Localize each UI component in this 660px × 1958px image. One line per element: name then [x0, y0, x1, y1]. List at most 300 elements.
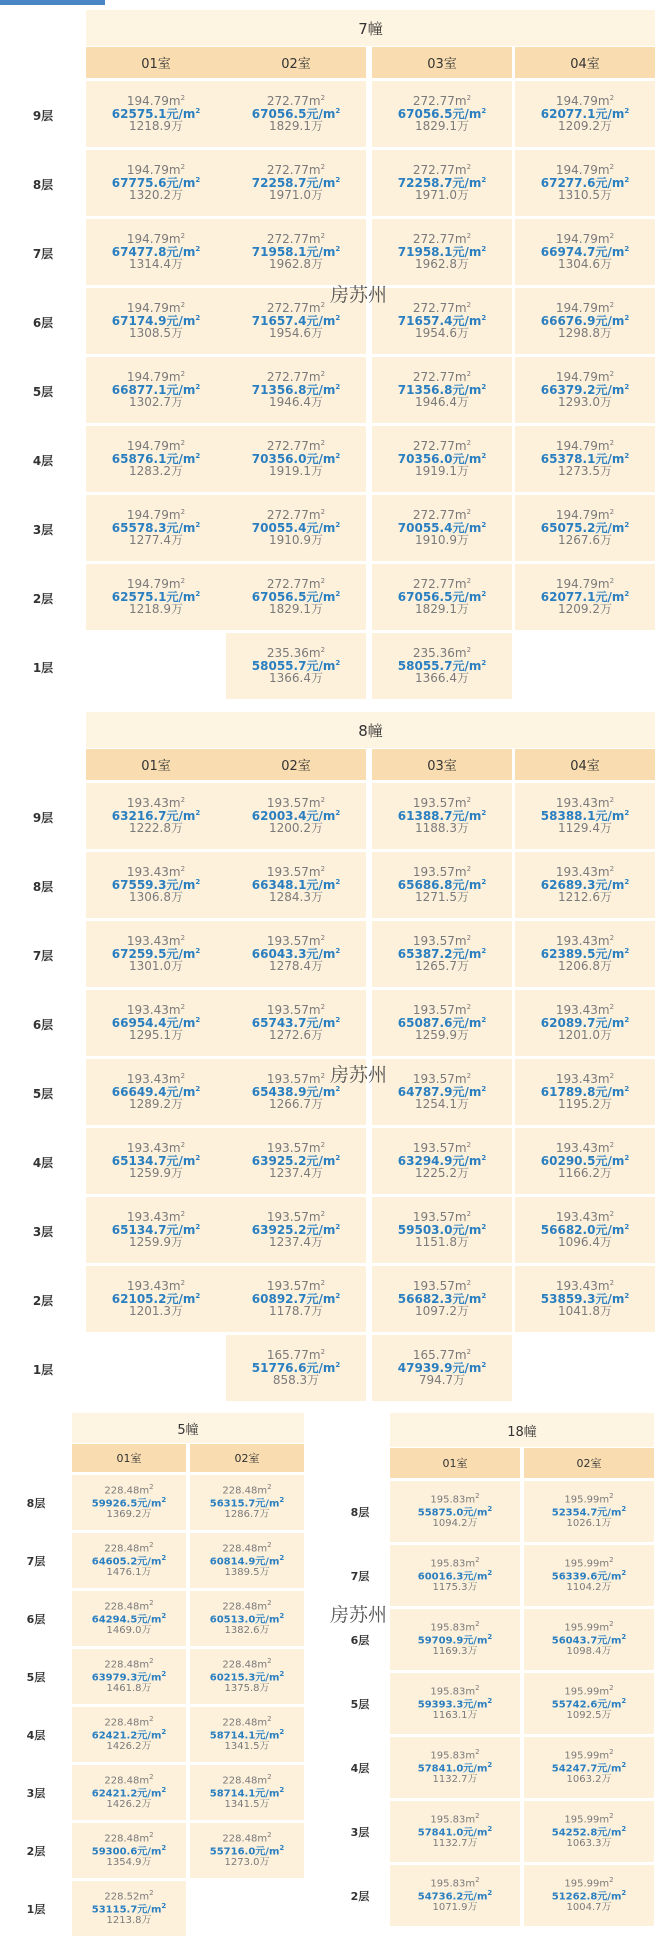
price-value: 62421.2: [91, 1730, 138, 1742]
unit-total: 1461.8万: [106, 1683, 152, 1695]
area-value: 165.77: [266, 1348, 309, 1363]
total-value: 1272.6: [268, 1028, 311, 1043]
area-value: 194.79: [555, 301, 598, 316]
room-header: 02室: [226, 749, 366, 780]
price-value: 54247.7: [551, 1763, 598, 1775]
unit-area: $194.79m^2$: [555, 232, 615, 247]
unit-area: $193.43m^2$: [126, 1072, 186, 1087]
unit-cell: [72, 1649, 186, 1704]
unit-total: 1829.1万: [268, 602, 323, 617]
area-value: 193.57: [266, 1141, 309, 1156]
price-value: 59393.3: [417, 1699, 464, 1711]
total-value: 1354.9: [106, 1857, 142, 1869]
unit-area: $195.83m^2$: [430, 1876, 480, 1890]
total-value: 1277.4: [128, 533, 171, 548]
unit-total: 1195.2万: [557, 1097, 612, 1112]
unit-area: $165.77m^2$: [412, 1348, 472, 1363]
unit-area: $193.57m^2$: [266, 1279, 326, 1294]
total-value: 1278.4: [268, 959, 311, 974]
area-value: 194.79: [126, 163, 169, 178]
total-value: 1320.2: [128, 188, 171, 203]
unit-cell: [72, 1765, 186, 1820]
unit-total: 1094.2万: [432, 1518, 478, 1530]
unit-total: 1218.9万: [128, 119, 183, 134]
area-value: 272.77: [412, 163, 455, 178]
total-value: 1222.8: [128, 821, 171, 836]
unit-area: $228.48m^2$: [222, 1715, 272, 1729]
unit-price: 60290.5元$/m^2$: [540, 1153, 630, 1168]
price-value: 66676.9: [540, 313, 596, 328]
unit-area: $272.77m^2$: [412, 439, 472, 454]
area-value: 194.79: [555, 508, 598, 523]
unit-total: 1259.9万: [414, 1028, 469, 1043]
price-value: 65387.2: [397, 946, 453, 961]
unit-total: 1201.3万: [128, 1304, 183, 1319]
unit-total: 1310.5万: [557, 188, 612, 203]
unit-price: 63979.3元$/m^2$: [91, 1670, 167, 1684]
price-value: 63925.2: [251, 1222, 307, 1237]
total-value: 1041.8: [557, 1304, 600, 1319]
area-value: 194.79: [555, 439, 598, 454]
area-value: 272.77: [266, 439, 309, 454]
total-value: 1237.4: [268, 1166, 311, 1181]
room-header: 02室: [226, 47, 366, 78]
unit-cell: [372, 1197, 512, 1263]
unit-area: $194.79m^2$: [555, 439, 615, 454]
price-value: 66348.1: [251, 877, 307, 892]
total-value: 1971.0: [268, 188, 311, 203]
unit-area: $272.77m^2$: [412, 508, 472, 523]
area-value: 193.57: [412, 1072, 455, 1087]
unit-total: 1201.0万: [557, 1028, 612, 1043]
unit-cell: [515, 564, 655, 630]
price-value: 70356.0: [251, 451, 307, 466]
area-value: 195.99: [564, 1622, 600, 1634]
unit-area: $228.48m^2$: [222, 1599, 272, 1613]
unit-cell: [86, 852, 226, 918]
total-value: 1209.2: [557, 602, 600, 617]
room-header: 01室: [86, 47, 226, 78]
unit-total: 1222.8万: [128, 821, 183, 836]
unit-cell: [86, 150, 226, 216]
total-value: 1293.0: [557, 395, 600, 410]
unit-cell: [524, 1673, 654, 1734]
unit-total: 1209.2万: [557, 119, 612, 134]
unit-area: $194.79m^2$: [126, 577, 186, 592]
area-value: 272.77: [266, 508, 309, 523]
price-value: 55875.0: [417, 1507, 464, 1519]
unit-total: 1284.3万: [268, 890, 323, 905]
unit-total: 1369.2万: [106, 1509, 152, 1521]
price-value: 67775.6: [111, 175, 167, 190]
total-value: 1266.7: [268, 1097, 311, 1112]
unit-price: 65438.9元$/m^2$: [251, 1084, 341, 1099]
total-value: 1071.9: [432, 1902, 468, 1914]
unit-price: 70356.0元$/m^2$: [397, 451, 487, 466]
total-value: 1104.2: [566, 1582, 602, 1594]
total-value: 1166.2: [557, 1166, 600, 1181]
total-value: 1919.1: [414, 464, 457, 479]
unit-area: $195.83m^2$: [430, 1492, 480, 1506]
unit-price: 56339.6元$/m^2$: [551, 1569, 627, 1583]
unit-total: 1218.9万: [128, 602, 183, 617]
unit-total: 1206.8万: [557, 959, 612, 974]
unit-area: $193.57m^2$: [412, 1141, 472, 1156]
total-value: 1954.6: [268, 326, 311, 341]
price-value: 63216.7: [111, 808, 167, 823]
unit-price: 66676.9元$/m^2$: [540, 313, 630, 328]
area-value: 194.79: [126, 577, 169, 592]
price-value: 67174.9: [111, 313, 167, 328]
unit-area: $195.99m^2$: [564, 1748, 614, 1762]
unit-price: 65134.7元$/m^2$: [111, 1153, 201, 1168]
unit-cell: [524, 1801, 654, 1862]
total-value: 1206.8: [557, 959, 600, 974]
price-value: 56682.0: [540, 1222, 596, 1237]
unit-total: 1096.4万: [557, 1235, 612, 1250]
total-value: 1910.9: [268, 533, 311, 548]
area-value: 228.48: [104, 1601, 140, 1613]
unit-total: 1271.5万: [414, 890, 469, 905]
total-value: 1129.4: [557, 821, 600, 836]
unit-total: 1910.9万: [268, 533, 323, 548]
unit-cell: [86, 1128, 226, 1194]
total-value: 1201.0: [557, 1028, 600, 1043]
area-value: 193.43: [555, 796, 598, 811]
total-value: 1971.0: [414, 188, 457, 203]
unit-area: $228.48m^2$: [222, 1541, 272, 1555]
unit-price: 64294.5元$/m^2$: [91, 1612, 167, 1626]
room-header: 02室: [190, 1444, 304, 1472]
area-value: 272.77: [412, 508, 455, 523]
total-value: 1254.1: [414, 1097, 457, 1112]
price-value: 56043.7: [551, 1635, 598, 1647]
unit-cell: [190, 1475, 304, 1530]
floor-label: 6层: [350, 1634, 370, 1647]
unit-cell: [390, 1481, 520, 1542]
floor-label: 7层: [32, 948, 54, 963]
total-value: 1295.1: [128, 1028, 171, 1043]
unit-area: $193.43m^2$: [555, 1210, 615, 1225]
unit-price: 60892.7元$/m^2$: [251, 1291, 341, 1306]
unit-area: $193.43m^2$: [555, 1279, 615, 1294]
area-value: 195.83: [430, 1686, 466, 1698]
price-value: 70055.4: [397, 520, 453, 535]
unit-cell: [390, 1609, 520, 1670]
unit-total: 1175.3万: [432, 1582, 478, 1594]
price-value: 60290.5: [540, 1153, 596, 1168]
area-value: 193.43: [555, 1210, 598, 1225]
price-value: 62575.1: [111, 106, 167, 121]
unit-price: 66348.1元$/m^2$: [251, 877, 341, 892]
unit-total: 1946.4万: [268, 395, 323, 410]
price-value: 65686.8: [397, 877, 453, 892]
area-value: 272.77: [412, 232, 455, 247]
unit-total: 1209.2万: [557, 602, 612, 617]
unit-price: 53115.7元$/m^2$: [91, 1902, 167, 1916]
unit-cell: [515, 81, 655, 147]
unit-total: 1273.0万: [224, 1857, 270, 1869]
unit-total: 1476.1万: [106, 1567, 152, 1579]
unit-total: 1237.4万: [268, 1235, 323, 1250]
unit-price: 65578.3元$/m^2$: [111, 520, 201, 535]
area-value: 194.79: [555, 577, 598, 592]
unit-price: 58055.7元$/m^2$: [251, 658, 341, 673]
total-value: 1265.7: [414, 959, 457, 974]
floor-label: 1层: [32, 660, 54, 675]
unit-cell: [226, 495, 366, 561]
total-value: 1375.8: [224, 1683, 260, 1695]
total-value: 1151.8: [414, 1235, 457, 1250]
unit-area: $165.77m^2$: [266, 1348, 326, 1363]
unit-area: $194.79m^2$: [555, 301, 615, 316]
unit-cell: [372, 783, 512, 849]
unit-area: $193.43m^2$: [126, 1003, 186, 1018]
unit-cell: [86, 219, 226, 285]
unit-price: 56315.7元$/m^2$: [209, 1496, 285, 1510]
total-value: 1132.7: [432, 1774, 468, 1786]
area-value: 235.36: [412, 646, 455, 661]
unit-total: 1188.3万: [414, 821, 469, 836]
price-value: 63979.3: [91, 1672, 138, 1684]
unit-price: 55716.0元$/m^2$: [209, 1844, 285, 1858]
unit-total: 1237.4万: [268, 1166, 323, 1181]
unit-price: 51262.8元$/m^2$: [551, 1889, 627, 1903]
unit-price: 61388.7元$/m^2$: [397, 808, 487, 823]
unit-area: $193.57m^2$: [412, 1003, 472, 1018]
unit-cell: [515, 1059, 655, 1125]
unit-price: 61789.8元$/m^2$: [540, 1084, 630, 1099]
unit-price: 60016.3元$/m^2$: [417, 1569, 493, 1583]
unit-price: 72258.7元$/m^2$: [397, 175, 487, 190]
area-value: 193.57: [412, 865, 455, 880]
unit-area: $194.79m^2$: [126, 508, 186, 523]
unit-area: $272.77m^2$: [266, 232, 326, 247]
unit-cell: [226, 633, 366, 699]
unit-total: 1946.4万: [414, 395, 469, 410]
unit-total: 1954.6万: [414, 326, 469, 341]
area-value: 193.43: [555, 1141, 598, 1156]
unit-cell: [524, 1545, 654, 1606]
area-value: 194.79: [555, 232, 598, 247]
unit-area: $235.36m^2$: [266, 646, 326, 661]
area-value: 194.79: [126, 232, 169, 247]
unit-area: $194.79m^2$: [555, 94, 615, 109]
unit-area: $228.48m^2$: [222, 1773, 272, 1787]
unit-price: 62421.2元$/m^2$: [91, 1728, 167, 1742]
total-value: 1195.2: [557, 1097, 600, 1112]
area-value: 193.57: [266, 1003, 309, 1018]
unit-cell: [372, 1335, 512, 1401]
floor-label: 9层: [32, 108, 54, 123]
area-value: 193.43: [126, 1210, 169, 1225]
price-value: 71958.1: [397, 244, 453, 259]
price-value: 64787.9: [397, 1084, 453, 1099]
unit-area: $228.48m^2$: [104, 1657, 154, 1671]
price-value: 59503.0: [397, 1222, 453, 1237]
total-value: 1225.2: [414, 1166, 457, 1181]
area-value: 228.48: [104, 1717, 140, 1729]
price-value: 65876.1: [111, 451, 167, 466]
unit-price: 71657.4元$/m^2$: [397, 313, 487, 328]
total-value: 1306.8: [128, 890, 171, 905]
unit-total: 1163.1万: [432, 1710, 478, 1722]
unit-cell: [86, 288, 226, 354]
unit-area: $193.43m^2$: [555, 796, 615, 811]
unit-area: $193.43m^2$: [126, 796, 186, 811]
unit-price: 67056.5元$/m^2$: [397, 589, 487, 604]
total-value: 1163.1: [432, 1710, 468, 1722]
unit-area: $193.57m^2$: [412, 865, 472, 880]
area-value: 193.57: [412, 796, 455, 811]
area-value: 195.99: [564, 1814, 600, 1826]
room-header: 03室: [372, 749, 512, 780]
unit-price: 54736.2元$/m^2$: [417, 1889, 493, 1903]
unit-cell: [372, 990, 512, 1056]
total-value: 1962.8: [414, 257, 457, 272]
room-header: 04室: [515, 47, 655, 78]
total-value: 1341.5: [224, 1799, 260, 1811]
area-value: 228.48: [222, 1485, 258, 1497]
area-value: 228.48: [104, 1543, 140, 1555]
unit-area: $194.79m^2$: [555, 163, 615, 178]
unit-cell: [372, 357, 512, 423]
floor-label: 2层: [26, 1845, 46, 1858]
price-value: 63925.2: [251, 1153, 307, 1168]
unit-total: 1382.6万: [224, 1625, 270, 1637]
unit-total: 1277.4万: [128, 533, 183, 548]
unit-area: $193.57m^2$: [412, 1072, 472, 1087]
unit-price: 64605.2元$/m^2$: [91, 1554, 167, 1568]
unit-price: 54252.8元$/m^2$: [551, 1825, 627, 1839]
unit-cell: [226, 1266, 366, 1332]
floor-label: 2层: [32, 591, 54, 606]
unit-area: $194.79m^2$: [126, 370, 186, 385]
price-value: 71356.8: [251, 382, 307, 397]
unit-total: 1971.0万: [414, 188, 469, 203]
watermark: 房苏州: [330, 1604, 388, 1626]
price-value: 71657.4: [397, 313, 453, 328]
total-value: 1301.0: [128, 959, 171, 974]
unit-area: $272.77m^2$: [266, 94, 326, 109]
area-value: 272.77: [412, 577, 455, 592]
unit-price: 67559.3元$/m^2$: [111, 877, 201, 892]
unit-price: 72258.7元$/m^2$: [251, 175, 341, 190]
floor-label: 8层: [32, 879, 54, 894]
price-value: 57841.0: [417, 1827, 464, 1839]
unit-total: 1178.7万: [268, 1304, 323, 1319]
unit-price: 70356.0元$/m^2$: [251, 451, 341, 466]
unit-cell: [226, 921, 366, 987]
unit-area: $272.77m^2$: [412, 301, 472, 316]
price-value: 67559.3: [111, 877, 167, 892]
unit-price: 56682.3元$/m^2$: [397, 1291, 487, 1306]
unit-total: 1320.2万: [128, 188, 183, 203]
unit-total: 1341.5万: [224, 1799, 270, 1811]
price-value: 65075.2: [540, 520, 596, 535]
total-value: 1829.1: [268, 119, 311, 134]
unit-area: $193.57m^2$: [412, 1210, 472, 1225]
unit-price: 67775.6元$/m^2$: [111, 175, 201, 190]
unit-cell: [390, 1673, 520, 1734]
header-bar: [0, 0, 105, 5]
floor-label: 6层: [26, 1613, 46, 1626]
total-value: 1954.6: [414, 326, 457, 341]
unit-cell: [372, 150, 512, 216]
unit-cell: [372, 81, 512, 147]
room-header: 01室: [86, 749, 226, 780]
unit-area: $195.83m^2$: [430, 1684, 480, 1698]
unit-area: $194.79m^2$: [555, 508, 615, 523]
floor-label: 5层: [26, 1671, 46, 1684]
unit-price: 62003.4元$/m^2$: [251, 808, 341, 823]
unit-area: $272.77m^2$: [412, 232, 472, 247]
area-value: 165.77: [412, 1348, 455, 1363]
total-value: 1267.6: [557, 533, 600, 548]
total-value: 858.3: [272, 1373, 308, 1388]
unit-price: 65876.1元$/m^2$: [111, 451, 201, 466]
total-value: 1063.2: [566, 1774, 602, 1786]
area-value: 272.77: [266, 577, 309, 592]
unit-area: $193.43m^2$: [555, 1072, 615, 1087]
floor-label: 5层: [32, 384, 54, 399]
price-value: 67259.5: [111, 946, 167, 961]
unit-area: $194.79m^2$: [126, 439, 186, 454]
room-header: 01室: [72, 1444, 186, 1472]
price-value: 61789.8: [540, 1084, 596, 1099]
unit-total: 1063.3万: [566, 1838, 612, 1850]
watermark: 房苏州: [330, 284, 388, 306]
total-value: 1461.8: [106, 1683, 142, 1695]
price-value: 66043.3: [251, 946, 307, 961]
total-value: 1310.5: [557, 188, 600, 203]
unit-cell: [86, 990, 226, 1056]
unit-area: $228.48m^2$: [222, 1483, 272, 1497]
area-value: 193.57: [266, 865, 309, 880]
price-value: 66974.7: [540, 244, 596, 259]
unit-area: $193.57m^2$: [266, 1003, 326, 1018]
area-value: 193.43: [126, 865, 169, 880]
area-value: 194.79: [126, 301, 169, 316]
price-value: 58714.1: [209, 1730, 256, 1742]
price-value: 62389.5: [540, 946, 596, 961]
price-value: 72258.7: [397, 175, 453, 190]
total-value: 1302.7: [128, 395, 171, 410]
unit-area: $193.57m^2$: [266, 796, 326, 811]
area-value: 195.99: [564, 1750, 600, 1762]
unit-price: 65387.2元$/m^2$: [397, 946, 487, 961]
unit-cell: [226, 150, 366, 216]
unit-area: $272.77m^2$: [266, 439, 326, 454]
unit-price: 67174.9元$/m^2$: [111, 313, 201, 328]
area-value: 272.77: [266, 232, 309, 247]
price-value: 71958.1: [251, 244, 307, 259]
unit-area: $193.57m^2$: [266, 1210, 326, 1225]
price-value: 67056.5: [397, 106, 453, 121]
unit-area: $195.99m^2$: [564, 1876, 614, 1890]
unit-total: 1267.6万: [557, 533, 612, 548]
total-value: 1426.2: [106, 1741, 142, 1753]
unit-area: $194.79m^2$: [126, 232, 186, 247]
total-value: 1962.8: [268, 257, 311, 272]
price-value: 67477.8: [111, 244, 167, 259]
total-value: 1919.1: [268, 464, 311, 479]
unit-price: 62089.7元$/m^2$: [540, 1015, 630, 1030]
unit-cell: [372, 564, 512, 630]
unit-price: 66954.4元$/m^2$: [111, 1015, 201, 1030]
total-value: 1096.4: [557, 1235, 600, 1250]
price-value: 56682.3: [397, 1291, 453, 1306]
